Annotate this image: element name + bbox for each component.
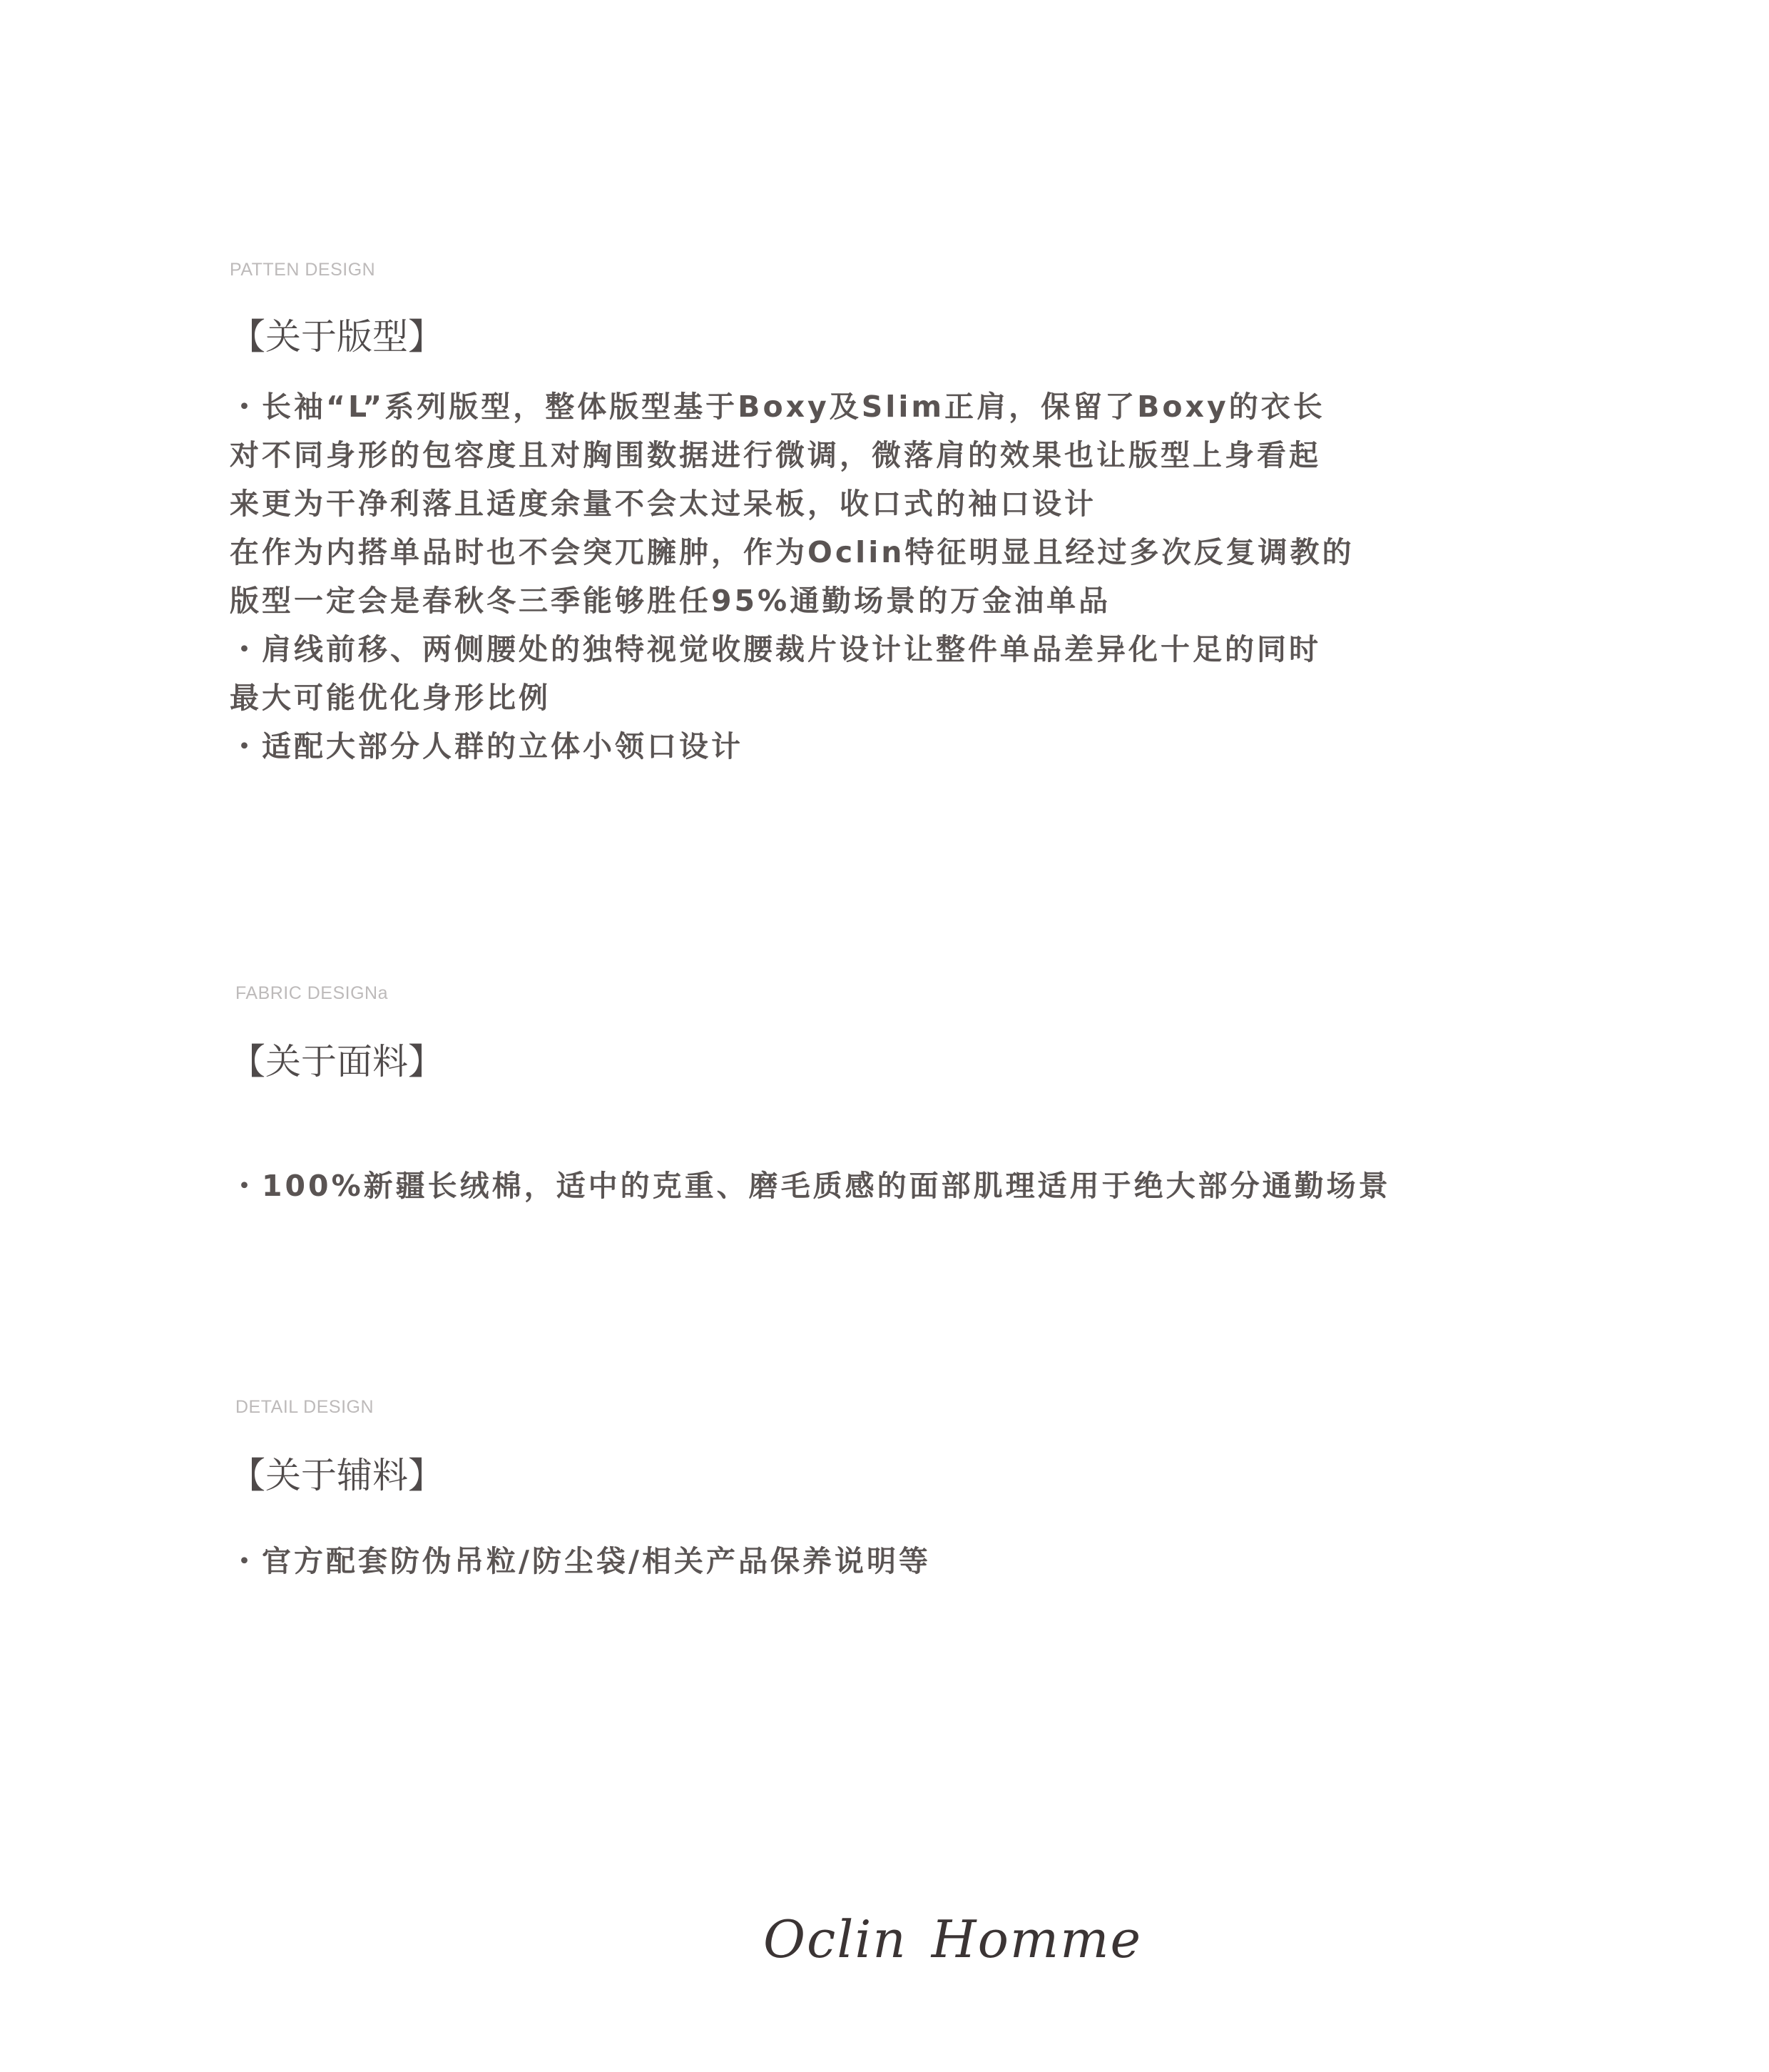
detail-line: ・官方配套防伪吊粒/防尘袋/相关产品保养说明等: [230, 1544, 931, 1578]
detail-eyebrow: DETAIL DESIGN: [235, 1397, 374, 1417]
fabric-eyebrow: FABRIC DESIGNa: [235, 983, 388, 1003]
detail-heading: 【关于辅料】: [230, 1455, 444, 1496]
brand-word-oclin: Oclin: [763, 1909, 907, 1969]
pattern-section: [230, 260, 1514, 763]
pattern-line: 来更为干净利落且适度余量不会太过呆板，收口式的袖口设计: [230, 487, 1096, 521]
fabric-body: [230, 1162, 1391, 1210]
pattern-line: 对不同身形的包容度且对胸围数据进行微调，微落肩的效果也让版型上身看起: [230, 438, 1321, 472]
pattern-line: 最大可能优化身形比例: [230, 681, 551, 715]
fabric-heading: 【关于面料】: [230, 1041, 444, 1082]
pattern-line: 版型一定会是春秋冬三季能够胜任95%通勤场景的万金油单品: [230, 584, 1111, 618]
brand-word-homme: Homme: [931, 1909, 1143, 1969]
detail-body: [230, 1537, 931, 1585]
pattern-line: 在作为内搭单品时也不会突兀臃肿，作为Oclin特征明显且经过多次反复调教的: [230, 535, 1355, 569]
pattern-eyebrow: PATTEN DESIGN: [230, 260, 376, 280]
fabric-section: [230, 983, 1514, 1203]
pattern-body: [230, 382, 1354, 771]
pattern-line: ・肩线前移、两侧腰处的独特视觉收腰裁片设计让整件单品差异化十足的同时: [230, 632, 1321, 666]
pattern-line: ・长袖“L”系列版型，整体版型基于Boxy及Slim正肩，保留了Boxy的衣长: [230, 390, 1325, 424]
brand-logo: [763, 1909, 1143, 1981]
pattern-heading: 【关于版型】: [230, 316, 444, 357]
detail-section: [230, 1397, 1514, 1578]
pattern-line: ・适配大部分人群的立体小领口设计: [230, 729, 743, 763]
fabric-line: ・100%新疆长绒棉，适中的克重、磨毛质感的面部肌理适用于绝大部分通勤场景: [230, 1169, 1391, 1203]
